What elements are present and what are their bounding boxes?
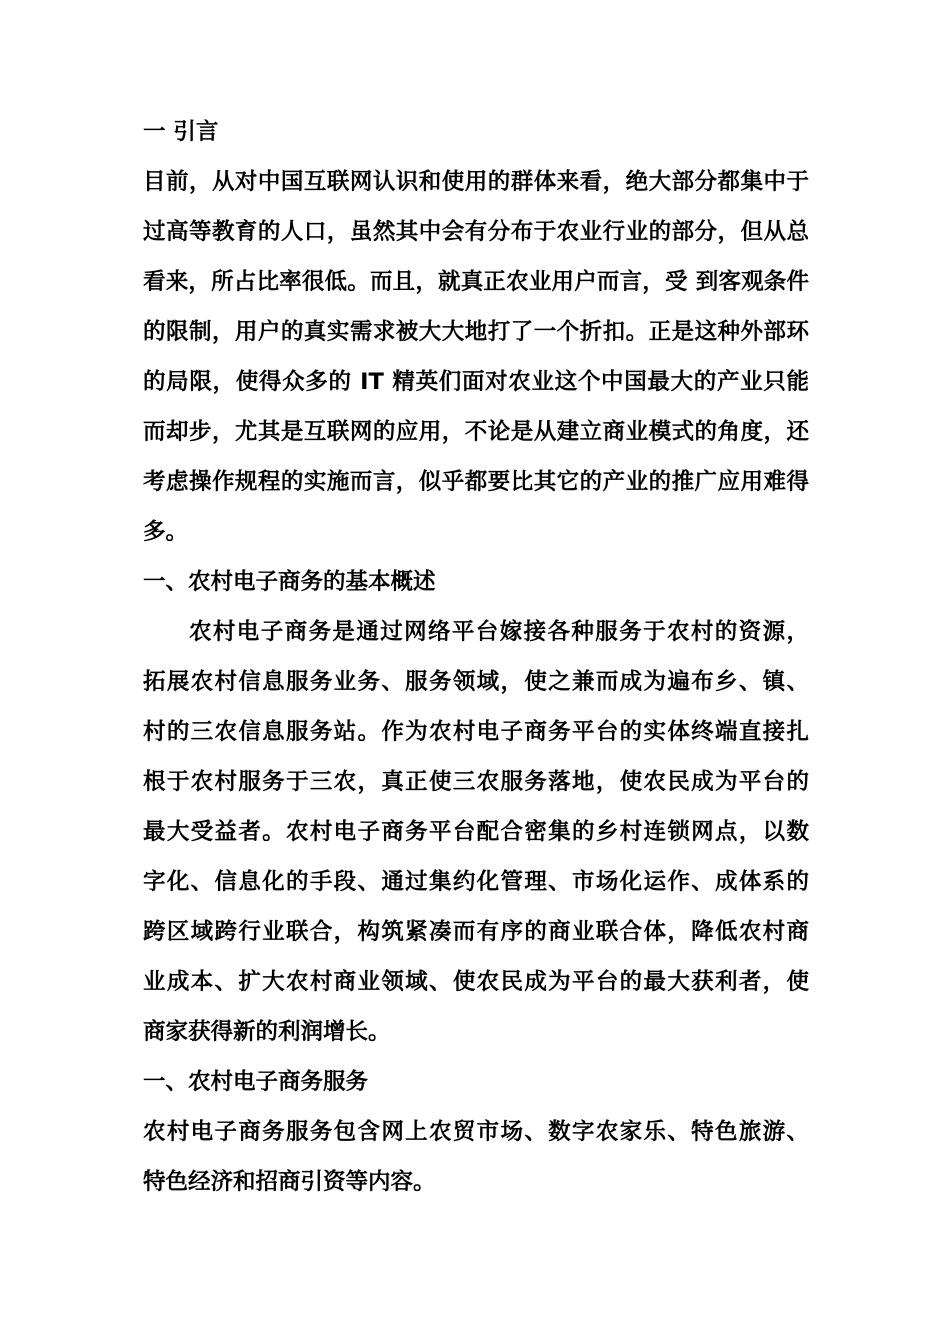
- overview-line: 农村电子商务是通过网络平台嫁接各种服务于农村的资源，: [189, 619, 809, 645]
- overview-paragraph: [143, 607, 809, 1057]
- intro-line: 考虑操作规程的实施而言，似乎都要比其它的产业的推广应用难得: [143, 469, 809, 495]
- intro-line: 的局限，使得众多的 IT 精英们面对农业这个中国最大的产业只能: [143, 369, 809, 395]
- overview-line: 字化、信息化的手段、通过集约化管理、市场化运作、成体系的: [143, 869, 809, 895]
- services-paragraph: [143, 1107, 809, 1207]
- heading-overview: 一、农村电子商务的基本概述: [143, 569, 436, 595]
- intro-line: 过高等教育的人口，虽然其中会有分布于农业行业的部分，但从总: [143, 219, 809, 245]
- intro-line: 而却步，尤其是互联网的应用，不论是从建立商业模式的角度，还: [143, 419, 809, 445]
- services-line: 农村电子商务服务包含网上农贸市场、数字农家乐、特色旅游、: [143, 1119, 809, 1145]
- overview-line: 跨区域跨行业联合，构筑紧凑而有序的商业联合体，降低农村商: [143, 919, 809, 945]
- overview-line: 商家获得新的利润增长。: [143, 1019, 391, 1045]
- intro-line: 多。: [143, 519, 189, 545]
- intro-line: 的限制，用户的真实需求被大大地打了一个折扣。正是这种外部环: [143, 319, 809, 345]
- services-line: 特色经济和招商引资等内容。: [143, 1169, 436, 1195]
- overview-line: 根于农村服务于三农，真正使三农服务落地，使农民成为平台的: [143, 769, 809, 795]
- intro-paragraph: [143, 157, 809, 557]
- overview-line: 业成本、扩大农村商业领域、使农民成为平台的最大获利者，使: [143, 969, 809, 995]
- heading-services: 一、农村电子商务服务: [143, 1069, 369, 1095]
- document-page: [143, 107, 809, 1207]
- overview-line: 拓展农村信息服务业务、服务领域，使之兼而成为遍布乡、镇、: [143, 669, 809, 695]
- heading-intro: 一 引言: [143, 119, 219, 145]
- overview-line: 最大受益者。农村电子商务平台配合密集的乡村连锁网点，以数: [143, 819, 809, 845]
- intro-line: 看来，所占比率很低。而且，就真正农业用户而言，受 到客观条件: [143, 269, 809, 295]
- overview-line: 村的三农信息服务站。作为农村电子商务平台的实体终端直接扎: [143, 719, 809, 745]
- intro-line: 目前，从对中国互联网认识和使用的群体来看，绝大部分都集中于: [143, 169, 809, 195]
